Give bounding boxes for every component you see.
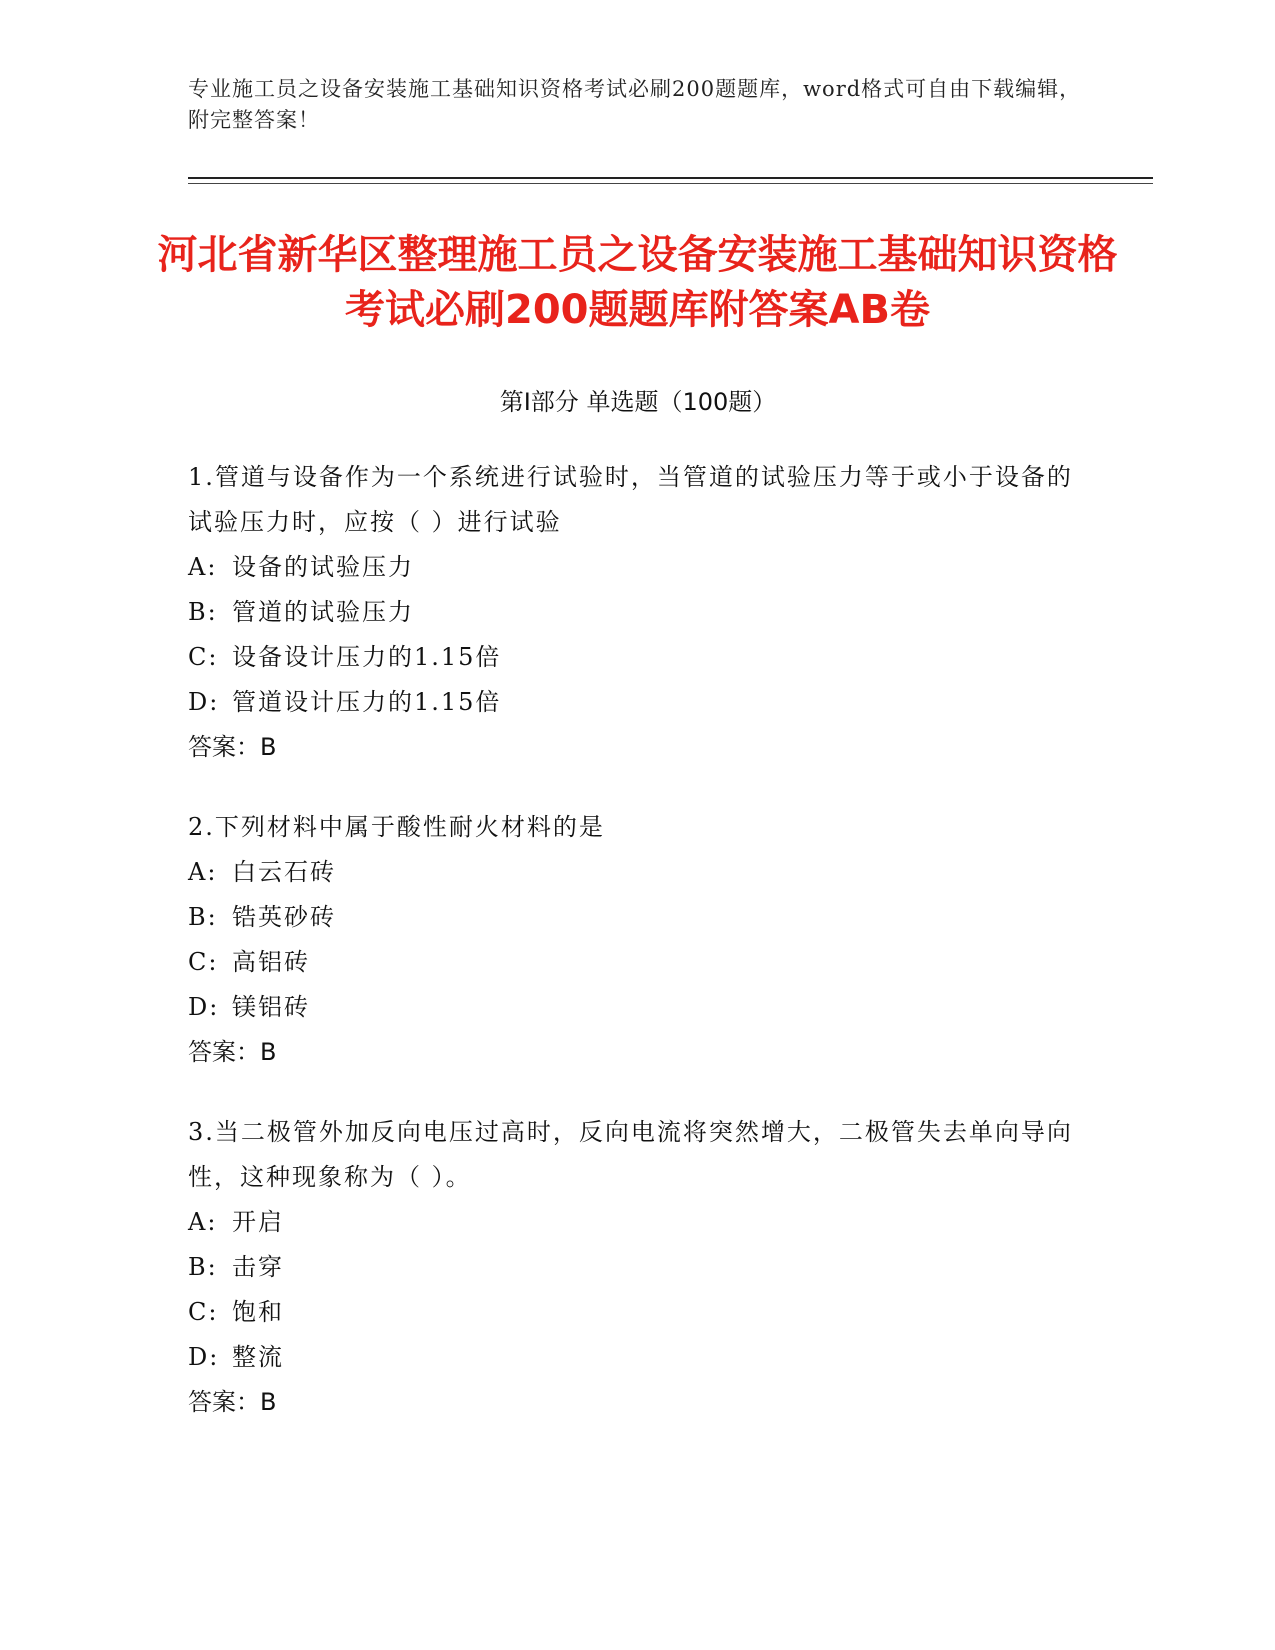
option-c bbox=[188, 940, 1088, 985]
option-d bbox=[188, 985, 1088, 1030]
question-stem: 1.管道与设备作为一个系统进行试验时，当管道的试验压力等于或小于设备的试验压力时，应按（ ）进行试验 bbox=[188, 463, 1073, 536]
option-text: 击穿 bbox=[232, 1253, 284, 1281]
option-text: 饱和 bbox=[232, 1298, 284, 1326]
question-stem: 3.当二极管外加反向电压过高时，反向电流将突然增大，二极管失去单向导向性，这种现象称为（ ）。 bbox=[188, 1118, 1073, 1191]
option-c bbox=[188, 635, 1088, 680]
option-text: 设备的试验压力 bbox=[232, 553, 414, 581]
option-letter: D: bbox=[188, 993, 220, 1021]
option-text: 高铝砖 bbox=[232, 948, 310, 976]
header-rule-thick bbox=[188, 177, 1153, 179]
answer-line: 答案：B bbox=[188, 1388, 277, 1416]
page-header-text: 专业施工员之设备安装施工基础知识资格考试必刷200题题库，word格式可自由下载编辑，附完整答案！ bbox=[188, 77, 1082, 132]
question-1 bbox=[188, 455, 1088, 770]
option-letter: A: bbox=[188, 1208, 218, 1236]
answer-line: 答案：B bbox=[188, 733, 277, 761]
option-b bbox=[188, 895, 1088, 940]
option-letter: A: bbox=[188, 858, 218, 886]
question-stem: 2.下列材料中属于酸性耐火材料的是 bbox=[188, 813, 605, 841]
option-letter: A: bbox=[188, 553, 218, 581]
option-text: 白云石砖 bbox=[232, 858, 336, 886]
document-title: 河北省新华区整理施工员之设备安装施工基础知识资格考试必刷200题题库附答案AB卷 bbox=[157, 232, 1118, 333]
option-text: 镁铝砖 bbox=[232, 993, 310, 1021]
option-letter: B: bbox=[188, 1253, 218, 1281]
option-a bbox=[188, 850, 1088, 895]
option-text: 设备设计压力的1.15倍 bbox=[232, 643, 502, 671]
option-b bbox=[188, 1245, 1088, 1290]
option-letter: B: bbox=[188, 598, 218, 626]
option-b bbox=[188, 590, 1088, 635]
option-d bbox=[188, 680, 1088, 725]
question-2 bbox=[188, 805, 1088, 1075]
option-a bbox=[188, 545, 1088, 590]
question-3 bbox=[188, 1110, 1088, 1425]
option-d bbox=[188, 1335, 1088, 1380]
option-text: 管道的试验压力 bbox=[232, 598, 414, 626]
option-text: 锆英砂砖 bbox=[232, 903, 336, 931]
option-letter: C: bbox=[188, 948, 219, 976]
option-letter: C: bbox=[188, 643, 219, 671]
option-c bbox=[188, 1290, 1088, 1335]
section-heading: 第I部分 单选题（100题） bbox=[499, 388, 777, 416]
header-rule-thin bbox=[188, 183, 1153, 184]
option-letter: D: bbox=[188, 688, 220, 716]
option-a bbox=[188, 1200, 1088, 1245]
option-text: 整流 bbox=[232, 1343, 284, 1371]
option-letter: D: bbox=[188, 1343, 220, 1371]
option-letter: B: bbox=[188, 903, 218, 931]
option-text: 管道设计压力的1.15倍 bbox=[232, 688, 502, 716]
option-letter: C: bbox=[188, 1298, 219, 1326]
answer-line: 答案：B bbox=[188, 1038, 277, 1066]
option-text: 开启 bbox=[232, 1208, 284, 1236]
